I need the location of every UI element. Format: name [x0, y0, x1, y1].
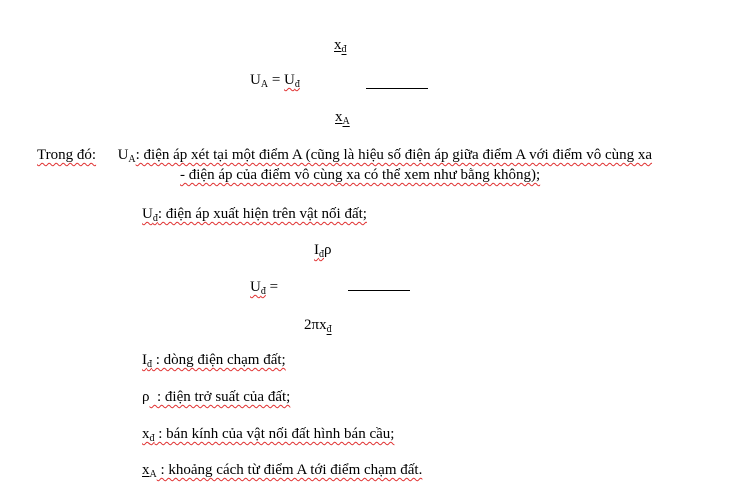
description-line-2	[180, 168, 540, 183]
formula1-eq: =	[268, 72, 285, 88]
definition-text: : bán kính của vật nối đất hình bán cầu;	[154, 426, 395, 442]
formula2-denominator	[304, 318, 332, 333]
ua-sub: A	[128, 154, 136, 165]
formula1-u-sub: A	[260, 79, 269, 90]
formula2-u: $U_đ$	[250, 279, 266, 297]
formula1-denominator	[335, 110, 350, 125]
intro-label: Trong đó:	[37, 147, 97, 163]
definition-item	[142, 390, 290, 405]
formula2-lhs	[250, 280, 278, 295]
definition-symbol: $I_đ$	[142, 352, 152, 370]
formula1-denominator-sub: A	[342, 116, 350, 127]
description-line-3	[142, 207, 367, 222]
formula1-denominator-base: x	[335, 109, 343, 125]
formula2-denominator-sub: đ	[326, 324, 332, 335]
ua-symbol: U	[117, 147, 129, 163]
formula2-denominator-prefix: 2πx	[304, 317, 327, 333]
formula1-u: U	[250, 72, 261, 88]
definition-item	[142, 353, 286, 368]
definition-text: : dòng điện chạm đất;	[152, 352, 286, 368]
definition-item	[142, 427, 394, 442]
formula1-ud: $U_đ$	[284, 72, 300, 90]
definition-item	[142, 463, 422, 478]
definition-symbol: ρ	[142, 389, 150, 405]
formula1-numerator	[334, 38, 347, 53]
formula1-numerator-base: x	[334, 37, 342, 53]
ud-symbol: $U_đ$	[142, 206, 158, 224]
ua-text: : điện áp xét tại một điểm A (cũng là hiệu số điện áp giữa điểm A với điểm vô cùng xa	[135, 147, 653, 163]
formula2-i: $I_đ$	[314, 242, 324, 260]
formula2-numerator	[314, 243, 332, 258]
definition-text: : điện trở suất của đất;	[149, 389, 291, 405]
formula2-fraction-line	[348, 290, 410, 291]
definition-text: : khoảng cách từ điểm A tới điểm chạm đất.	[156, 462, 423, 478]
formula1-numerator-sub: đ	[341, 44, 347, 55]
formula1-lhs	[250, 73, 300, 88]
definition-symbol: $x_đ$	[142, 426, 155, 444]
formula2-rho: ρ	[324, 242, 332, 258]
formula1-fraction-line	[366, 88, 428, 89]
description-line-1	[37, 148, 652, 163]
ua-text-cont: - điện áp của điểm vô cùng xa có thể xem như bằng không);	[180, 167, 541, 183]
formula2-eq: =	[265, 279, 279, 295]
ud-text: : điện áp xuất hiện trên vật nối đất;	[157, 206, 367, 222]
definition-symbol: $x_A$	[142, 462, 157, 480]
